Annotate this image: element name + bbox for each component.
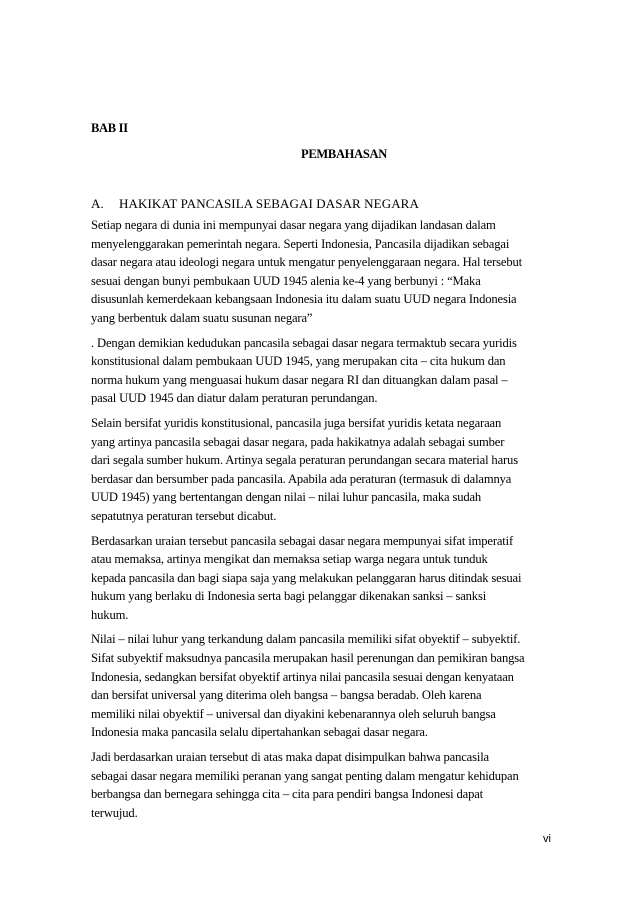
paragraph-line: menyelenggarakan pemerintah negara. Seperti Indonesia, Pancasila dijadikan sebagai bbox=[91, 236, 510, 251]
paragraph-line: UUD 1945) yang bertentangan dengan nilai – nilai luhur pancasila, maka sudah bbox=[91, 490, 482, 505]
paragraph-line: hukum. bbox=[91, 607, 129, 622]
paragraph-line: terwujud. bbox=[91, 805, 138, 820]
paragraph-line: hukum yang berlaku di Indonesia serta bagi pelanggar dikenakan sanksi – sanksi bbox=[91, 589, 487, 604]
paragraph bbox=[91, 216, 551, 328]
paragraph-line: Sifat subyektif maksudnya pancasila merupakan hasil perenungan dan pemikiran bangsa bbox=[91, 651, 525, 666]
paragraph-line: sebagai dasar negara memiliki peranan yang sangat penting dalam mengatur kehidupan bbox=[91, 768, 519, 783]
paragraph-line: Setiap negara di dunia ini mempunyai dasar negara yang dijadikan landasan dalam bbox=[91, 218, 496, 232]
section-title bbox=[91, 196, 419, 212]
paragraph bbox=[91, 748, 551, 822]
paragraph-line: yang berbentuk dalam suatu susunan negara” bbox=[91, 310, 313, 325]
paragraph-line: norma hukum yang menguasai hukum dasar negara RI dan dituangkan dalam pasal – bbox=[91, 372, 508, 387]
paragraph-line: disusunlah kemerdekaan kebangsaan Indonesia itu dalam suatu UUD negara Indonesia bbox=[91, 292, 517, 307]
page-heading: PEMBAHASAN bbox=[301, 147, 387, 161]
paragraph-line: konstitusional dalam pembukaan UUD 1945, yang merupakan cita – cita hukum dan bbox=[91, 354, 506, 369]
section-number: A. bbox=[91, 196, 104, 211]
section-title-text: HAKIKAT PANCASILA SEBAGAI DASAR NEGARA bbox=[119, 196, 419, 211]
paragraph bbox=[91, 414, 551, 526]
paragraph-line: . Dengan demikian kedudukan pancasila sebagai dasar negara termaktub secara yuridis bbox=[91, 335, 517, 350]
paragraph bbox=[91, 630, 551, 742]
paragraph-line: sesuai dengan bunyi pembukaan UUD 1945 alenia ke-4 yang berbunyi : “Maka bbox=[91, 273, 481, 288]
paragraph-line: dasar negara atau ideologi negara untuk mengatur penyelenggaraan negara. Hal tersebut bbox=[91, 255, 522, 270]
paragraph-line: berdasar dan bersumber pada pancasila. Apabila ada peraturan (termasuk di dalamnya bbox=[91, 471, 512, 486]
chapter-label: BAB II bbox=[91, 121, 128, 135]
paragraph-line: Indonesia maka pancasila selalu dipertahankan sebagai dasar negara. bbox=[91, 725, 428, 740]
paragraph-line: Indonesia, sedangkan bersifat obyektif artinya nilai pancasila sesuai dengan kenyataan bbox=[91, 669, 514, 684]
paragraph-line: memiliki nilai obyektif – universal dan diyakini kebenarannya oleh seluruh bangsa bbox=[91, 706, 496, 721]
body-text bbox=[91, 216, 551, 828]
paragraph bbox=[91, 532, 551, 625]
page-number: vi bbox=[543, 833, 551, 845]
paragraph-line: dari segala sumber hukum. Artinya segala peraturan perundangan secara material harus bbox=[91, 453, 518, 468]
paragraph-line: yang artinya pancasila sebagai dasar negara, pada hakikatnya adalah sebagai sumber bbox=[91, 434, 505, 449]
paragraph-line: kepada pancasila dan bagi siapa saja yang melakukan pelanggaran harus ditindak sesuai bbox=[91, 570, 522, 585]
paragraph-line: Berdasarkan uraian tersebut pancasila sebagai dasar negara mempunyai sifat imperatif bbox=[91, 533, 514, 548]
paragraph-line: berbangsa dan bernegara sehingga cita – cita para pendiri bangsa Indonesi dapat bbox=[91, 787, 484, 802]
paragraph-line: Nilai – nilai luhur yang terkandung dalam pancasila memiliki sifat obyektif – subyektif. bbox=[91, 632, 521, 647]
paragraph-line: Jadi berdasarkan uraian tersebut di atas maka dapat disimpulkan bahwa pancasila bbox=[91, 750, 489, 765]
paragraph-line: sepatutnya peraturan tersebut dicabut. bbox=[91, 508, 277, 523]
paragraph-line: Selain bersifat yuridis konstitusional, pancasila juga bersifat yuridis ketata negaraan bbox=[91, 415, 502, 430]
paragraph-line: pasal UUD 1945 dan diatur dalam peraturan perundangan. bbox=[91, 391, 378, 406]
paragraph-line: atau memaksa, artinya mengikat dan memaksa setiap warga negara untuk tunduk bbox=[91, 552, 488, 567]
paragraph bbox=[91, 334, 551, 408]
paragraph-line: dan bersifat universal yang diterima oleh bangsa – bangsa beradab. Oleh karena bbox=[91, 688, 482, 703]
